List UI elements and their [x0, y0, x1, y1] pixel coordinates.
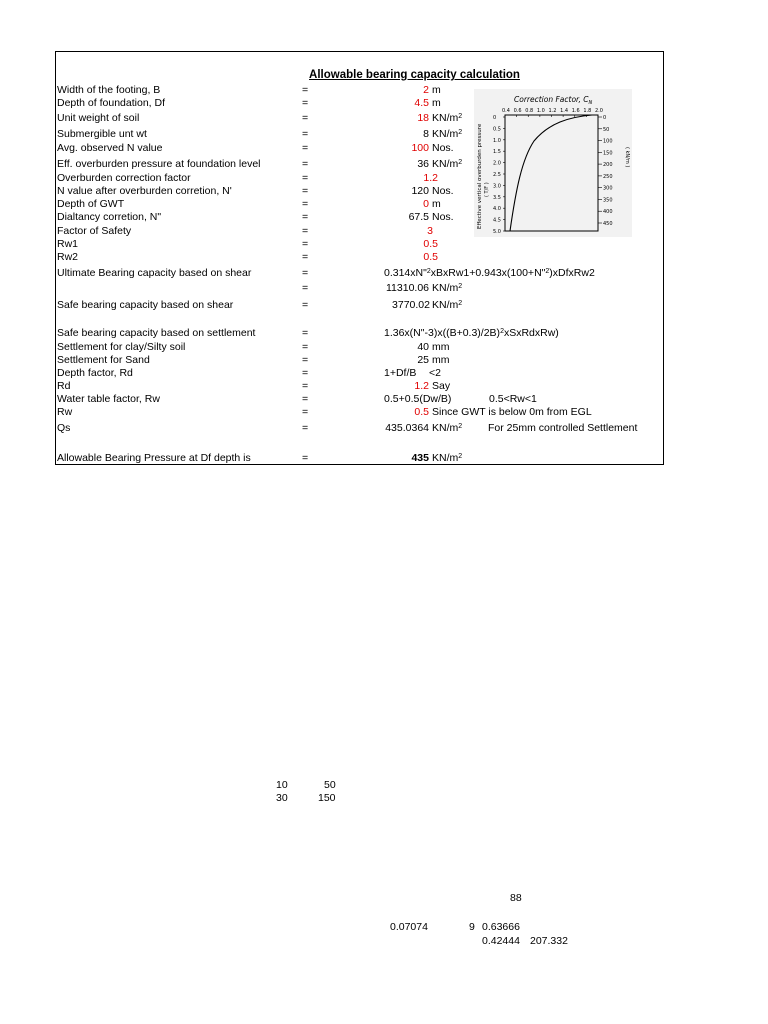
chart-right-axis-unit: ( kN/m ) [624, 147, 630, 168]
limit: <2 [429, 367, 441, 379]
label: Avg. observed N value [57, 142, 163, 154]
value: 2 [423, 84, 429, 96]
chart-top-tick-label: 1.8 [583, 108, 592, 114]
value: 0 [423, 198, 429, 210]
value: 4.5 [414, 97, 429, 109]
chart-top-tick-label: 1.0 [536, 108, 545, 114]
row-allowable-pressure [56, 452, 663, 465]
cell-a1: 10 [276, 779, 288, 791]
chart-left-axis-label: Effective vertical overburden pressure [477, 123, 483, 229]
row-safe-shear [56, 299, 663, 312]
unit: $KN/m^2$ [432, 158, 463, 170]
row-ultimate-bearing [56, 267, 663, 280]
value: 100 [411, 142, 429, 154]
chart-right-tick-label: 50 [603, 126, 610, 133]
cell-a3: 30 [276, 792, 288, 804]
limit: 0.5<Rw<1 [489, 393, 537, 405]
chart-left-tick-label: 0.5 [493, 126, 501, 133]
cell-b1: 88 [510, 892, 522, 904]
chart-left-tick-label: 4.0 [493, 206, 501, 213]
equals: = [302, 406, 309, 418]
equals: = [302, 185, 309, 197]
label: Qs [57, 422, 71, 434]
row-settlement-sand [56, 354, 663, 367]
unit: $KN/m^2$ [432, 128, 463, 140]
value: 1.2 [423, 172, 438, 184]
value: 18 [417, 112, 429, 124]
chart-right-tick-label: 150 [603, 150, 613, 157]
chart-top-tick-label: 0.8 [525, 108, 534, 114]
unit: m [432, 84, 441, 96]
equals: = [302, 211, 309, 223]
row-rw [56, 406, 663, 419]
value: 120 [411, 185, 429, 197]
cell-c3: 0.63666 [482, 921, 520, 933]
equals: = [302, 354, 309, 366]
label: Dialtancy corretion, N" [57, 211, 162, 223]
label: Ultimate Bearing capacity based on shear [57, 267, 252, 279]
label: Settlement for clay/Silty soil [57, 341, 186, 353]
chart-left-tick-label: 1.0 [493, 137, 501, 144]
unit: Say [432, 380, 451, 392]
chart-top-tick-label: 1.4 [560, 108, 569, 114]
equals: = [302, 327, 309, 339]
label: Rw2 [57, 251, 79, 263]
chart-left-tick-label: 2.5 [493, 172, 501, 178]
value: 3 [427, 225, 433, 237]
row-depth-factor [56, 367, 663, 380]
unit: m [432, 198, 441, 210]
cell-c2: 9 [469, 921, 475, 933]
correction-factor-chart [474, 89, 632, 237]
cell-c1: 0.07074 [390, 921, 428, 933]
label: Safe bearing capacity based on settlement [57, 327, 256, 339]
label: Rd [57, 380, 71, 392]
chart-left-tick-label: 4.5 [493, 217, 501, 224]
chart-top-tick-label: 2.0 [595, 108, 603, 114]
cell-c5: 207.332 [530, 935, 568, 947]
equals: = [302, 267, 309, 279]
formula: 0.314xN"$^2$xBxRw1+0.943x(100+N"$^2$)xDfxRw2 [384, 267, 595, 279]
cell-a2: 50 [324, 779, 336, 791]
row-rw2 [56, 251, 663, 264]
equals: = [302, 452, 309, 464]
row-qs [56, 422, 663, 435]
row-water-table [56, 393, 663, 406]
chart-left-tick-label: 2.0 [493, 160, 501, 167]
cell-a4: 150 [318, 792, 336, 804]
row-settlement-clay [56, 341, 663, 354]
equals: = [302, 198, 309, 210]
label: Rw1 [57, 238, 79, 250]
unit: $KN/m^2$ [432, 282, 463, 294]
equals: = [302, 393, 309, 405]
value: 11310.06 [385, 282, 429, 294]
equals: = [302, 158, 309, 170]
chart-right-tick-label: 300 [603, 185, 613, 192]
value: 0.5 [414, 406, 429, 418]
chart-top-tick-label: 1.6 [571, 108, 580, 114]
equals: = [302, 142, 309, 154]
unit: $KN/m^2$ [432, 112, 463, 124]
chart-left-tick-label: 1.5 [493, 149, 501, 156]
row-rd [56, 380, 663, 393]
calculation-sheet [55, 51, 664, 465]
chart-right-tick-label: 0 [603, 115, 607, 121]
formula: 1+Df/B [384, 367, 417, 379]
equals: = [302, 380, 309, 392]
label: Rw [57, 406, 73, 418]
equals: = [302, 225, 309, 237]
value: 435.0364 [385, 422, 429, 434]
unit: $KN/m^2$ [432, 452, 463, 464]
label: Settlement for Sand [57, 354, 150, 366]
equals: = [302, 84, 309, 96]
label: Width of the footing, B [57, 84, 161, 96]
chart-left-tick-label: 5.0 [493, 229, 501, 235]
chart-right-tick-label: 450 [603, 221, 613, 227]
label: Depth of foundation, Df [57, 97, 165, 109]
chart-left-tick-label: 3.5 [493, 194, 501, 201]
equals: = [302, 97, 309, 109]
value: 3770.02 [392, 299, 430, 311]
equals: = [302, 251, 309, 263]
equals: = [302, 341, 309, 353]
unit: Nos. [432, 142, 454, 154]
chart-top-tick-label: 0.6 [513, 108, 522, 114]
value: 0.5 [423, 238, 438, 250]
label: Safe bearing capacity based on shear [57, 299, 234, 311]
label: N value after overburden corretion, N' [57, 185, 232, 197]
unit: $KN/m^2$ [432, 422, 463, 434]
value: 36 [417, 158, 429, 170]
unit: m [432, 97, 441, 109]
equals: = [302, 367, 309, 379]
chart-top-tick-label: 1.2 [548, 108, 557, 114]
equals: = [302, 299, 309, 311]
chart-title: Correction Factor, $C_N$ [514, 95, 593, 106]
chart-top-tick-label: 0.4 [502, 108, 510, 114]
chart-left-axis-unit: ( T/F ) [484, 182, 490, 197]
label: Eff. overburden pressure at foundation level [57, 158, 261, 170]
unit: mm [432, 354, 450, 366]
formula: 0.5+0.5(Dw/B) [384, 393, 452, 405]
value: 8 [423, 128, 429, 140]
cell-c4: 0.42444 [482, 935, 520, 947]
sheet-title: Allowable bearing capacity calculation [309, 69, 520, 81]
label: Unit weight of soil [57, 112, 140, 124]
label: Overburden correction factor [57, 172, 191, 184]
equals: = [302, 422, 309, 434]
chart-right-tick-label: 350 [603, 197, 613, 204]
formula: $1.36x(N"-3)x((B+0.3)/2B)^2xSxRdxRw$) [384, 327, 559, 339]
unit: Nos. [432, 211, 454, 223]
label: Allowable Bearing Pressure at Df depth is [57, 452, 251, 464]
equals: = [302, 238, 309, 250]
unit: Since GWT is below 0m from EGL [432, 406, 592, 418]
label: Depth of GWT [57, 198, 125, 210]
value: 435 [411, 452, 429, 464]
value: 40 [417, 341, 429, 353]
label: Depth factor, Rd [57, 367, 133, 379]
value: 1.2 [414, 380, 429, 392]
label: Factor of Safety [57, 225, 132, 237]
value: 25 [417, 354, 429, 366]
row-rw1 [56, 238, 663, 251]
chart-left-tick-label: 0 [493, 115, 497, 121]
row-ultimate-value [56, 282, 663, 295]
label: Water table factor, Rw [57, 393, 160, 405]
unit: $KN/m^2$ [432, 299, 463, 311]
label: Submergible unt wt [57, 128, 147, 140]
equals: = [302, 172, 309, 184]
equals: = [302, 112, 309, 124]
value: 0.5 [423, 251, 438, 263]
chart-left-tick-label: 3.0 [493, 183, 501, 190]
note: For 25mm controlled Settlement [488, 422, 638, 434]
row-safe-settlement [56, 327, 663, 340]
value: 67.5 [408, 211, 429, 223]
equals: = [302, 128, 309, 140]
unit: mm [432, 341, 450, 353]
unit: Nos. [432, 185, 454, 197]
chart-right-tick-label: 400 [603, 209, 613, 216]
equals: = [302, 282, 309, 294]
chart-right-tick-label: 100 [603, 138, 613, 145]
chart-right-tick-label: 200 [603, 162, 613, 169]
chart-right-tick-label: 250 [603, 173, 613, 180]
